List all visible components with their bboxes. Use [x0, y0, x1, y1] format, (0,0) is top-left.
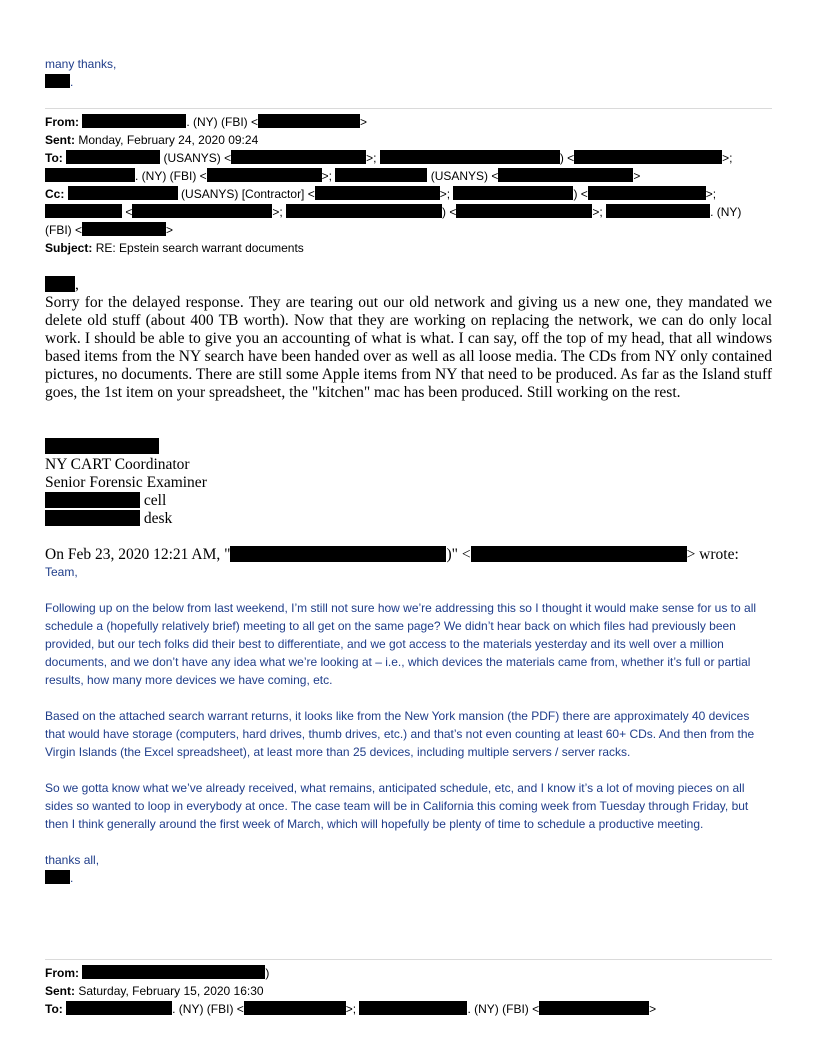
redaction-bar [574, 150, 722, 164]
redaction-bar [45, 276, 75, 292]
quoted-paragraph: Following up on the below from last weekend, I’m still not sure how we’re addressing this so I thought it would make sense for us to all schedule a (hopefully relatively brief) meeting to all get on the same page? We didn’t hear back on which files had previously been provided, but our tech folks did their best to differentiate, and we got access to the materials yesterday and its well over a million documents, and we don’t have any idea what we’re looking at – i.e., which devices the materials came from, whether it’s full or partial results, how many more devices we have coming, etc. [45, 601, 757, 687]
signature-block [45, 438, 207, 528]
redaction-bar [606, 204, 710, 218]
body-paragraph: Sorry for the delayed response. They are tearing out our old network and giving us a new one, they mandated we delete old stuff (about 400 TB worth). Now that they are working on replacing the network, we can do only local work. I should be able to give you an accounting of what is what. I can say, off the top of my head, that all windows based items from the NY search have been handed over as well as all loose media. The CDs from NY only contained pictures, no documents. There are still some Apple items from NY that need to be produced. As far as the Island stuff goes, the 1st item on your spreadsheet, the "kitchen" mac has been produced. Still working on the rest. [45, 294, 772, 401]
signoff-text: many thanks, [45, 57, 117, 71]
signoff-block: many thanks, . [45, 57, 117, 89]
cc-separator: ) < [442, 205, 457, 219]
cc-separator: >; [705, 187, 717, 201]
subject-value: RE: Epstein search warrant documents [95, 241, 304, 255]
redaction-bar [335, 168, 427, 182]
redaction-bar [45, 204, 122, 218]
cc-separator: >; [439, 187, 451, 201]
to-value: . (NY) (FBI) < [467, 1002, 540, 1016]
redaction-bar [315, 186, 440, 200]
to-separator: >; [345, 1002, 357, 1016]
from-value: . (NY) (FBI) < [186, 115, 259, 129]
cell-label: cell [143, 492, 167, 509]
to-value: (USANYS) < [163, 151, 232, 165]
to-value: . (NY) (FBI) < [135, 169, 207, 183]
redaction-bar [359, 1001, 467, 1015]
to-separator: >; [366, 151, 377, 165]
subject-label: Subject: [45, 241, 93, 255]
redaction-bar [82, 222, 166, 236]
redaction-bar [45, 168, 135, 182]
to-value: . (NY) (FBI) < [172, 1002, 244, 1016]
to-label: To: [45, 1002, 63, 1016]
quoted-paragraph: Based on the attached search warrant returns, it looks like from the New York mansion (the PDF) there are approximately 40 devices that would have storage (computers, hard drives, thumb drives, etc.) and that’s not even counting at least 60+ CDs. And then from the Virgin Islands (the Excel spreadsheet), at least more than 25 devices, including multiple servers / server racks. [45, 709, 755, 759]
cc-value: (USANYS) [Contractor] < [181, 187, 315, 201]
quote-intro [45, 546, 739, 564]
redaction-bar [45, 870, 70, 884]
redaction-bar [66, 1001, 172, 1015]
cc-separator: >; [592, 205, 603, 219]
redaction-bar [45, 74, 70, 88]
to-value: (USANYS) < [430, 169, 499, 183]
email-separator [45, 108, 772, 109]
redaction-bar [539, 1001, 649, 1015]
sent-value: Saturday, February 15, 2020 16:30 [78, 984, 264, 998]
redaction-bar [456, 204, 592, 218]
redaction-bar [286, 204, 442, 218]
redaction-bar [82, 114, 186, 128]
sent-value: Monday, February 24, 2020 09:24 [78, 133, 259, 147]
cc-separator: ) < [573, 187, 588, 201]
cc-value: . (NY) [710, 205, 742, 219]
cc-separator: >; [272, 205, 283, 219]
cc-separator: > [166, 223, 174, 237]
redaction-bar [498, 168, 633, 182]
to-label: To: [45, 151, 63, 165]
redaction-bar [45, 492, 140, 508]
redaction-bar [453, 186, 573, 200]
email-body [45, 276, 772, 402]
cc-value: (FBI) < [45, 223, 83, 237]
quoted-signoff: thanks all, [45, 853, 100, 867]
sent-label: Sent: [45, 133, 75, 147]
redaction-bar [207, 168, 322, 182]
signature-title: Senior Forensic Examiner [45, 474, 207, 491]
quote-intro-text: )" < [446, 546, 471, 563]
from-label: From: [45, 966, 79, 980]
to-separator: ) < [559, 151, 575, 165]
quoted-paragraph: So we gotta know what we’ve already received, what remains, anticipated schedule, etc, and I know it’s a lot of moving pieces on all sides so wanted to loop in everybody at once. The case team will be in California this coming week from Tuesday through Friday, but then I think generally around the first week of March, which will hopefully be plenty of time to schedule a productive meeting. [45, 781, 749, 831]
to-separator: >; [722, 151, 733, 165]
quoted-greeting: Team, [45, 565, 78, 579]
redaction-bar [82, 965, 265, 979]
email-header [45, 964, 656, 1018]
cc-separator: < [125, 205, 133, 219]
redaction-bar [471, 546, 687, 562]
to-separator: > [649, 1002, 657, 1016]
sent-label: Sent: [45, 984, 75, 998]
email-header: From: . (NY) (FBI) < > Sent: Monday, February 24, 2020 09:24 To: (USANYS) < >; ) < >; . (NY) (FBI) < >; (USANYS) < > Cc: (USANYS) [Contractor] < >; ) < >; < >; ) < >; . (NY) (FBI) < > Subject: RE: Epstein search warrant documents [45, 115, 742, 255]
quoted-message: Team, Following up on the below from last weekend, I’m still not sure how we’re addressing this so I thought it would make sense for us to all schedule a (hopefully relatively brief) meeting to all get on the same page? We didn’t hear back on which files had previously been provided, but our tech folks did their best to differentiate, and we got access to the materials yesterday and its well over a million documents, and we don’t have any idea what we’re looking at – i.e., which devices the materials came from, whether it’s full or partial results, how many more devices we have coming, etc. Based on the attached search warrant returns, it looks like from the New York mansion (the PDF) there are approximately 40 devices that would have storage (computers, hard drives, thumb drives, etc.) and that’s not even counting at least 60+ CDs. And then from the Virgin Islands (the Excel spreadsheet), at least more than 25 devices, including multiple servers / server racks. So we gotta know what we’ve already received, what remains, anticipated schedule, etc, and I know it’s a lot of moving pieces on all sides so wanted to loop in everybody at once. The case team will be in California this coming week from Tuesday through Friday, but then I think generally around the first week of March, which will hopefully be plenty of time to schedule a productive meeting. thanks all, . [45, 563, 772, 887]
redaction-bar [588, 186, 706, 200]
redaction-bar [45, 438, 159, 454]
desk-label: desk [143, 510, 173, 527]
redaction-bar [380, 150, 560, 164]
to-separator: >; [321, 169, 333, 183]
redaction-bar [45, 510, 140, 526]
from-label: From: [45, 115, 79, 129]
redaction-bar [66, 150, 160, 164]
greeting-suffix: , [75, 276, 79, 293]
quote-intro-text: > wrote: [686, 546, 739, 563]
redaction-bar [68, 186, 178, 200]
redaction-bar [258, 114, 360, 128]
redaction-bar [244, 1001, 346, 1015]
signature-title: NY CART Coordinator [45, 456, 190, 473]
quote-intro-text: On Feb 23, 2020 12:21 AM, " [45, 546, 231, 563]
cc-label: Cc: [45, 187, 65, 201]
redaction-bar [231, 150, 366, 164]
from-value: ) [265, 966, 270, 980]
email-separator [45, 959, 772, 960]
redaction-bar [132, 204, 272, 218]
to-separator: > [633, 169, 641, 183]
redaction-bar [230, 546, 446, 562]
